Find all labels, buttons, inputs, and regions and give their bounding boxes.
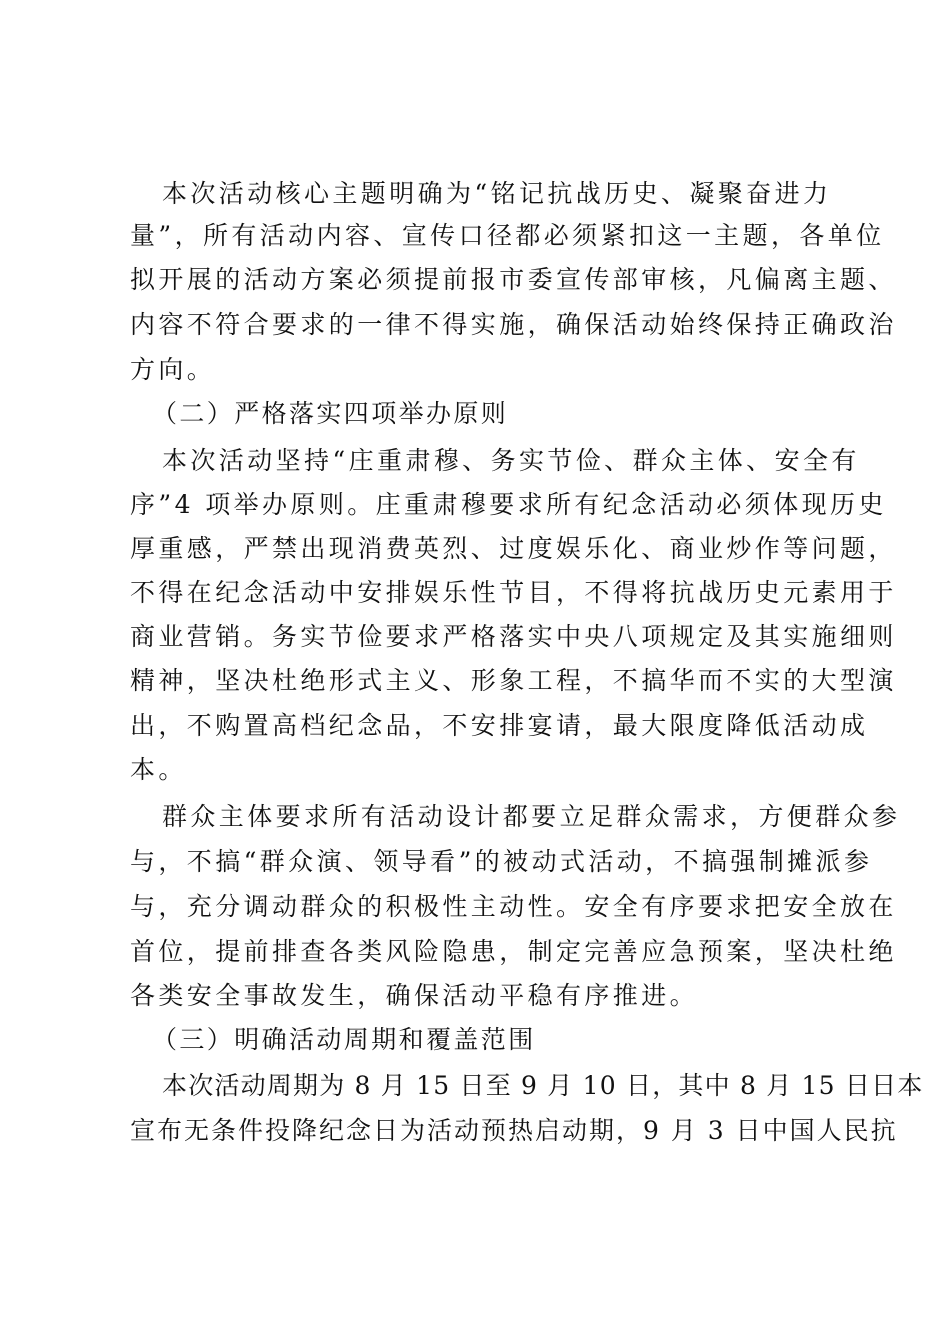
paragraph-2-line-2: 序”4 项举办原则。庄重肃穆要求所有纪念活动必须体现历史 bbox=[130, 490, 887, 519]
paragraph-1-line-4: 内容不符合要求的一律不得实施，确保活动始终保持正确政治 bbox=[130, 310, 897, 339]
paragraph-1-line-5: 方向。 bbox=[130, 355, 216, 384]
paragraph-1-line-2: 量”，所有活动内容、宣传口径都必须紧扣这一主题，各单位 bbox=[130, 221, 885, 250]
paragraph-2-line-6: 精神，坚决杜绝形式主义、形象工程，不搞华而不实的大型演 bbox=[130, 666, 897, 695]
paragraph-4-line-1: 本次活动周期为 8 月 15 日至 9 月 10 日，其中 8 月 15 日日本 bbox=[162, 1071, 924, 1100]
paragraph-3-line-5: 各类安全事故发生，确保活动平稳有序推进。 bbox=[130, 981, 699, 1010]
paragraph-3-line-2: 与，不搞“群众演、领导看”的被动式活动，不搞强制摊派参 bbox=[130, 847, 873, 876]
paragraph-2-line-4: 不得在纪念活动中安排娱乐性节目，不得将抗战历史元素用于 bbox=[130, 578, 897, 607]
paragraph-2-line-8: 本。 bbox=[130, 755, 187, 784]
paragraph-1-line-3: 拟开展的活动方案必须提前报市委宣传部审核，凡偏离主题、 bbox=[130, 265, 897, 294]
paragraph-1-line-1: 本次活动核心主题明确为“铭记抗战历史、凝聚奋进力 bbox=[162, 179, 832, 208]
section-heading-2: （二）严格落实四项举办原则 bbox=[152, 399, 509, 428]
paragraph-2-line-7: 出，不购置高档纪念品，不安排宴请，最大限度降低活动成 bbox=[130, 711, 869, 740]
paragraph-3-line-4: 首位，提前排查各类风险隐患，制定完善应急预案，坚决杜绝 bbox=[130, 937, 897, 966]
paragraph-3-line-1: 群众主体要求所有活动设计都要立足群众需求，方便群众参 bbox=[162, 802, 901, 831]
paragraph-3-line-3: 与，充分调动群众的积极性主动性。安全有序要求把安全放在 bbox=[130, 892, 897, 921]
section-heading-3: （三）明确活动周期和覆盖范围 bbox=[152, 1025, 536, 1054]
paragraph-2-line-5: 商业营销。务实节俭要求严格落实中央八项规定及其实施细则 bbox=[130, 622, 897, 651]
paragraph-2-line-1: 本次活动坚持“庄重肃穆、务实节俭、群众主体、安全有 bbox=[162, 446, 860, 475]
paragraph-4-line-2: 宣布无条件投降纪念日为活动预热启动期，9 月 3 日中国人民抗 bbox=[130, 1116, 898, 1145]
paragraph-2-line-3: 厚重感，严禁出现消费英烈、过度娱乐化、商业炒作等问题， bbox=[130, 534, 897, 563]
